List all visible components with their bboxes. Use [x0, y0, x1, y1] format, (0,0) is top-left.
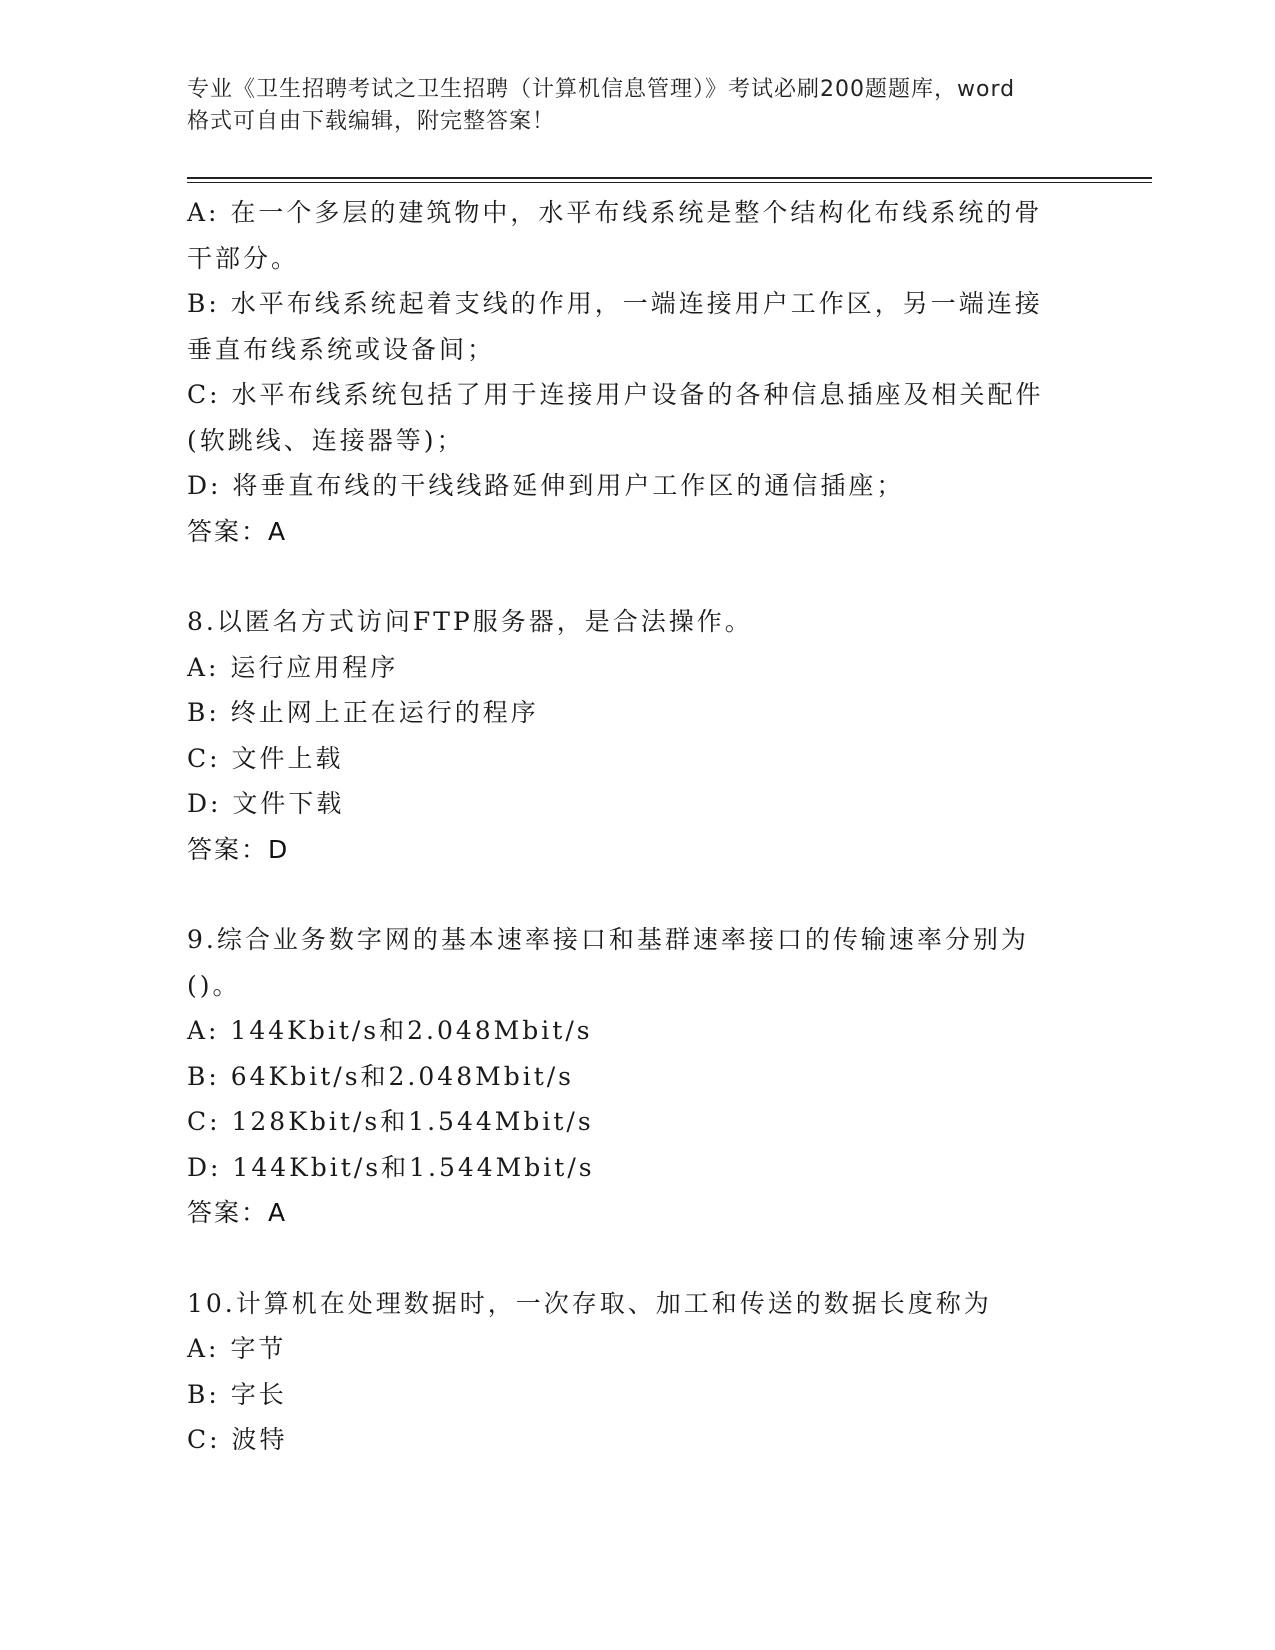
- spacer: [187, 1236, 1087, 1281]
- option-a-line-1: A: 在一个多层的建筑物中，水平布线系统是整个结构化布线系统的骨: [187, 198, 1043, 227]
- option-c: C: 波特: [187, 1425, 288, 1454]
- option-c-line-2: (软跳线、连接器等)；: [187, 425, 465, 455]
- header-line-2: 格式可自由下载编辑，附完整答案！: [187, 109, 556, 134]
- answer-label: 答案：D: [187, 834, 290, 864]
- question-10-block: [187, 1281, 1087, 1463]
- option-b: B: 64Kbit/s和2.048Mbit/s: [187, 1061, 574, 1091]
- header-rule-thick: [187, 177, 1152, 179]
- option-a: A: 运行应用程序: [187, 652, 399, 682]
- answer-label: 答案：A: [187, 1198, 288, 1227]
- option-c: C: 128Kbit/s和1.544Mbit/s: [187, 1107, 594, 1136]
- header-rule-thin: [187, 182, 1152, 183]
- option-a-line-2: 干部分。: [187, 243, 300, 273]
- question-text: 8.以匿名方式访问FTP服务器，是合法操作。: [187, 607, 753, 636]
- document-content: [187, 190, 1087, 1463]
- spacer: [187, 872, 1087, 917]
- question-7-block: [187, 190, 1087, 554]
- option-b-line-1: B: 水平布线系统起着支线的作用，一端连接用户工作区，另一端连接: [187, 289, 1043, 318]
- question-8-block: [187, 599, 1087, 872]
- option-a: A: 144Kbit/s和2.048Mbit/s: [187, 1016, 593, 1045]
- option-b: B: 字长: [187, 1379, 287, 1409]
- question-9-block: [187, 917, 1087, 1236]
- question-text-line-1: 9.综合业务数字网的基本速率接口和基群速率接口的传输速率分别为: [187, 925, 1029, 954]
- option-c-line-1: C: 水平布线系统包括了用于连接用户设备的各种信息插座及相关配件: [187, 380, 1044, 409]
- spacer: [187, 554, 1087, 599]
- option-d: D: 文件下载: [187, 789, 345, 818]
- question-text-line-2: ()。: [187, 970, 241, 1000]
- option-d: D: 144Kbit/s和1.544Mbit/s: [187, 1152, 595, 1182]
- answer-label: 答案：A: [187, 516, 288, 546]
- option-b: B: 终止网上正在运行的程序: [187, 698, 539, 727]
- header-line-1: 专业《卫生招聘考试之卫生招聘（计算机信息管理）》考试必刷200题题库，word: [187, 77, 1016, 102]
- option-d: D: 将垂直布线的干线线路延伸到用户工作区的通信插座；: [187, 471, 905, 500]
- document-header: [187, 74, 1087, 138]
- option-b-line-2: 垂直布线系统或设备间；: [187, 334, 496, 364]
- option-c: C: 文件上载: [187, 743, 344, 773]
- option-a: A: 字节: [187, 1334, 287, 1363]
- question-text: 10.计算机在处理数据时，一次存取、加工和传送的数据长度称为: [187, 1288, 992, 1318]
